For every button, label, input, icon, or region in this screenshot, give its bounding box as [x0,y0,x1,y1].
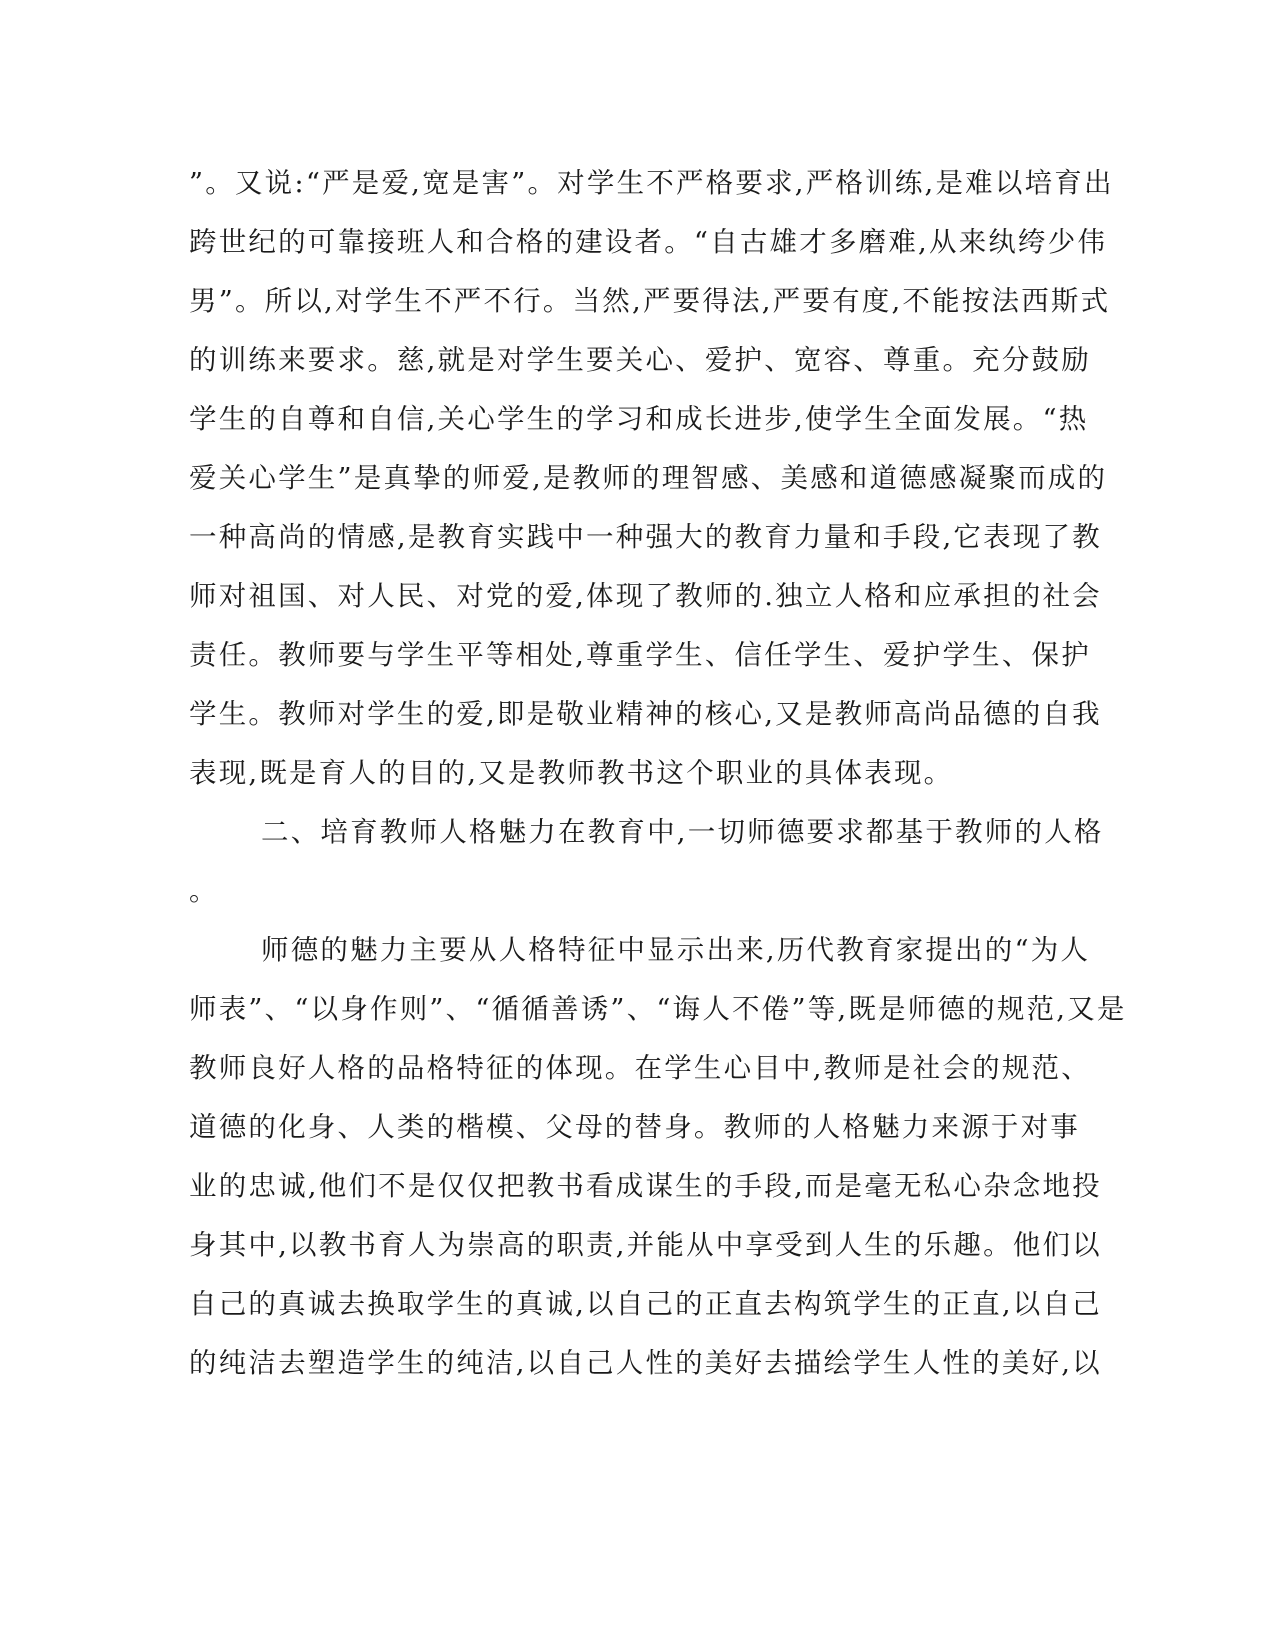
text-line: 。 [189,875,219,907]
text-line: 责任。教师要与学生平等相处,尊重学生、信任学生、爱护学生、保护 [189,639,1091,671]
text-line: 自己的真诚去换取学生的真诚,以自己的正直去构筑学生的正直,以自己 [189,1288,1102,1320]
text-line: ”。又说:“严是爱,宽是害”。对学生不严格要求,严格训练,是难以培育出 [189,167,1114,199]
body-text [189,154,1127,1393]
text-line: 身其中,以教书育人为崇高的职责,并能从中享受到人生的乐趣。他们以 [189,1229,1102,1261]
text-line: 师对祖国、对人民、对党的爱,体现了教师的.独立人格和应承担的社会 [189,580,1102,612]
text-line: 的纯洁去塑造学生的纯洁,以自己人性的美好去描绘学生人性的美好,以 [189,1347,1102,1379]
text-line: 学生的自尊和自信,关心学生的学习和成长进步,使学生全面发展。“热 [189,403,1089,435]
section-heading-line: 二、培育教师人格魅力在教育中,一切师德要求都基于教师的人格 [261,816,1104,848]
text-line: 跨世纪的可靠接班人和合格的建设者。“自古雄才多磨难,从来纨绔少伟 [189,226,1108,258]
text-line: 表现,既是育人的目的,又是教师教书这个职业的具体表现。 [189,757,954,789]
text-line: 一种高尚的情感,是教育实践中一种强大的教育力量和手段,它表现了教 [189,521,1102,553]
paragraph-start-line: 师德的魅力主要从人格特征中显示出来,历代教育家提出的“为人 [261,934,1091,966]
text-line: 师表”、“以身作则”、“循循善诱”、“诲人不倦”等,既是师德的规范,又是 [189,993,1127,1025]
text-line: 道德的化身、人类的楷模、父母的替身。教师的人格魅力来源于对事 [189,1111,1080,1143]
text-line: 教师良好人格的品格特征的体现。在学生心目中,教师是社会的规范、 [189,1052,1091,1084]
text-line: 业的忠诚,他们不是仅仅把教书看成谋生的手段,而是毫无私心杂念地投 [189,1170,1102,1202]
text-line: 男”。所以,对学生不严不行。当然,严要得法,严要有度,不能按法西斯式 [189,285,1111,317]
text-line: 的训练来要求。慈,就是对学生要关心、爱护、宽容、尊重。充分鼓励 [189,344,1091,376]
text-line: 爱关心学生”是真挚的师爱,是教师的理智感、美感和道德感凝聚而成的 [189,462,1108,494]
text-line: 学生。教师对学生的爱,即是敬业精神的核心,又是教师高尚品德的自我 [189,698,1102,730]
